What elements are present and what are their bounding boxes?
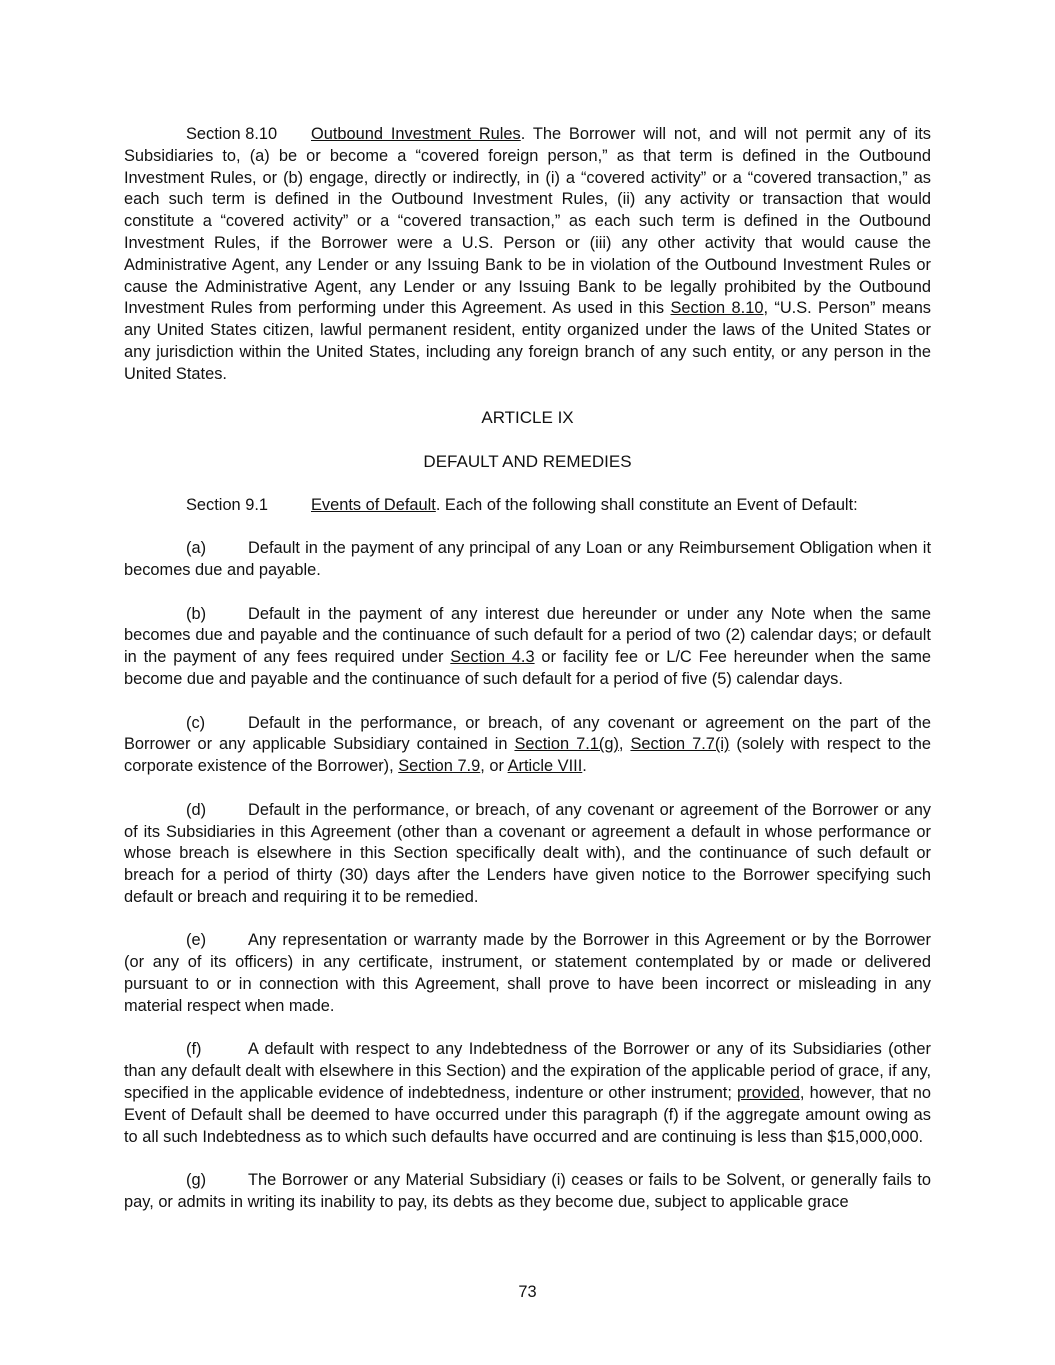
item-c-paragraph [124, 713, 931, 778]
item-g-paragraph [124, 1170, 931, 1214]
article-number: ARTICLE IX [481, 408, 574, 428]
item-letter: (d) [186, 800, 207, 819]
cross-reference: Section 7.1(g) [514, 735, 619, 754]
item-text: , [618, 735, 631, 754]
item-text: (solely with respect to the corporate existence of the Borrower), [124, 735, 931, 776]
document-page [124, 124, 931, 1236]
item-letter: (f) [186, 1040, 202, 1059]
item-text: Default in the performance, or breach, of any covenant or agreement on the part of the Borrower or any applicable Subsidiary contained in [124, 713, 931, 754]
section-text: , “U.S. Person” means any United States citizen, lawful permanent resident, entity organized under the laws of the United States or any jurisdiction within the United States, including any foreign branch of any such entity, or any person in the United States. [124, 299, 932, 383]
item-text: Default in the payment of any principal of any Loan or any Reimbursement Obligation when it becomes due and payable. [124, 539, 931, 579]
item-text: Default in the performance, or breach, of any covenant or agreement of the Borrower or any of its Subsidiaries in this Agreement (other than a covenant or agreement a default in whose performance or whose breach is elsewhere in this Section specifically dealt with), and the continuance of such default or breach for a period of thirty (30) days after the Lenders have given notice to the Borrower specifying such default or breach and requiring it to be remedied. [124, 800, 931, 906]
section-9-1-paragraph [124, 495, 931, 517]
page-number: 73 [518, 1283, 537, 1301]
item-text: , however, that no Event of Default shall be deemed to have occurred under this paragraph (f) if the aggregate amount owing as to all such Indebtedness as to which such defaults have occurred and are continuing is less than $15,000,000. [124, 1084, 932, 1146]
section-reference: Section 8.10 [670, 299, 764, 318]
item-f-paragraph [124, 1039, 931, 1148]
item-b-paragraph [124, 604, 931, 691]
section-title: Events of Default [311, 495, 436, 514]
section-number: Section 9.1 [186, 495, 269, 514]
cross-reference: Article VIII [507, 757, 583, 776]
item-e-paragraph [124, 930, 931, 1017]
item-text: A default with respect to any Indebtedness of the Borrower or any of its Subsidiaries (other than any default dealt with elsewhere in this Section) and the expiration of the applicable period of grace, if any, specified in the applicable evidence of indebtedness, indenture or other instrument; [124, 1040, 931, 1103]
item-letter: (c) [186, 713, 206, 732]
item-letter: (b) [186, 604, 207, 623]
item-letter: (g) [186, 1171, 207, 1190]
item-text: , or [480, 757, 508, 776]
item-letter: (a) [186, 539, 207, 558]
cross-reference: Section 4.3 [450, 648, 535, 667]
cross-reference: Section 7.7(i) [630, 735, 730, 754]
item-text: or facility fee or L/C Fee hereunder when the same become due and payable and the continuance of such default for a period of five (5) calendar days. [124, 648, 931, 688]
section-number: Section 8.10 [186, 125, 278, 143]
proviso-term: provided [737, 1084, 800, 1103]
item-text: Any representation or warranty made by the Borrower in this Agreement or by the Borrower (or any of its officers) in any certificate, instrument, or statement contemplated by or made or delivered pursuant to or in connection with this Agreement, shall prove to have been incorrect or misleading in any material respect when made. [124, 931, 931, 1015]
section-title: Outbound Investment Rules [311, 125, 521, 143]
section-8-10-paragraph [124, 124, 931, 386]
item-a-paragraph [124, 538, 931, 582]
item-d-paragraph [124, 800, 931, 909]
cross-reference: Section 7.9 [398, 757, 481, 776]
section-text: . The Borrower will not, and will not permit any of its Subsidiaries to, (a) be or become a “covered foreign person,” as that term is defined in the Outbound Investment Rules, or (b) engage, directly or indirectly, in (i) a “covered activity” or a “covered transaction,” as each such term is defined in the Outbound Investment Rules, (ii) any activity or transaction that would constitute a “covered activity” or a “covered transaction,” as each such term is defined in the Outbound Investment Rules, if the Borrower were a U.S. Person or (iii) any other activity that would cause the Administrative Agent, any Lender or any Issuing Bank to be in violation of the Outbound Investment Rules or cause the Administrative Agent, any Lender or any Issuing Bank to be legally prohibited by the Outbound Investment Rules from performing under this Agreement. As used in this [124, 125, 931, 318]
item-text: Default in the payment of any interest due hereunder or under any Note when the same becomes due and payable and the continuance of such default for a period of two (2) calendar days; or default in the payment of any fees required under [124, 604, 931, 667]
item-letter: (e) [186, 931, 207, 950]
section-text: . Each of the following shall constitute an Event of Default: [435, 495, 858, 514]
article-title: DEFAULT AND REMEDIES [423, 451, 632, 471]
item-text: The Borrower or any Material Subsidiary (i) ceases or fails to be Solvent, or generally fails to pay, or admits in writing its inability to pay, its debts as they become due, subject to applicable grace [124, 1171, 931, 1212]
item-text: . [582, 757, 587, 776]
